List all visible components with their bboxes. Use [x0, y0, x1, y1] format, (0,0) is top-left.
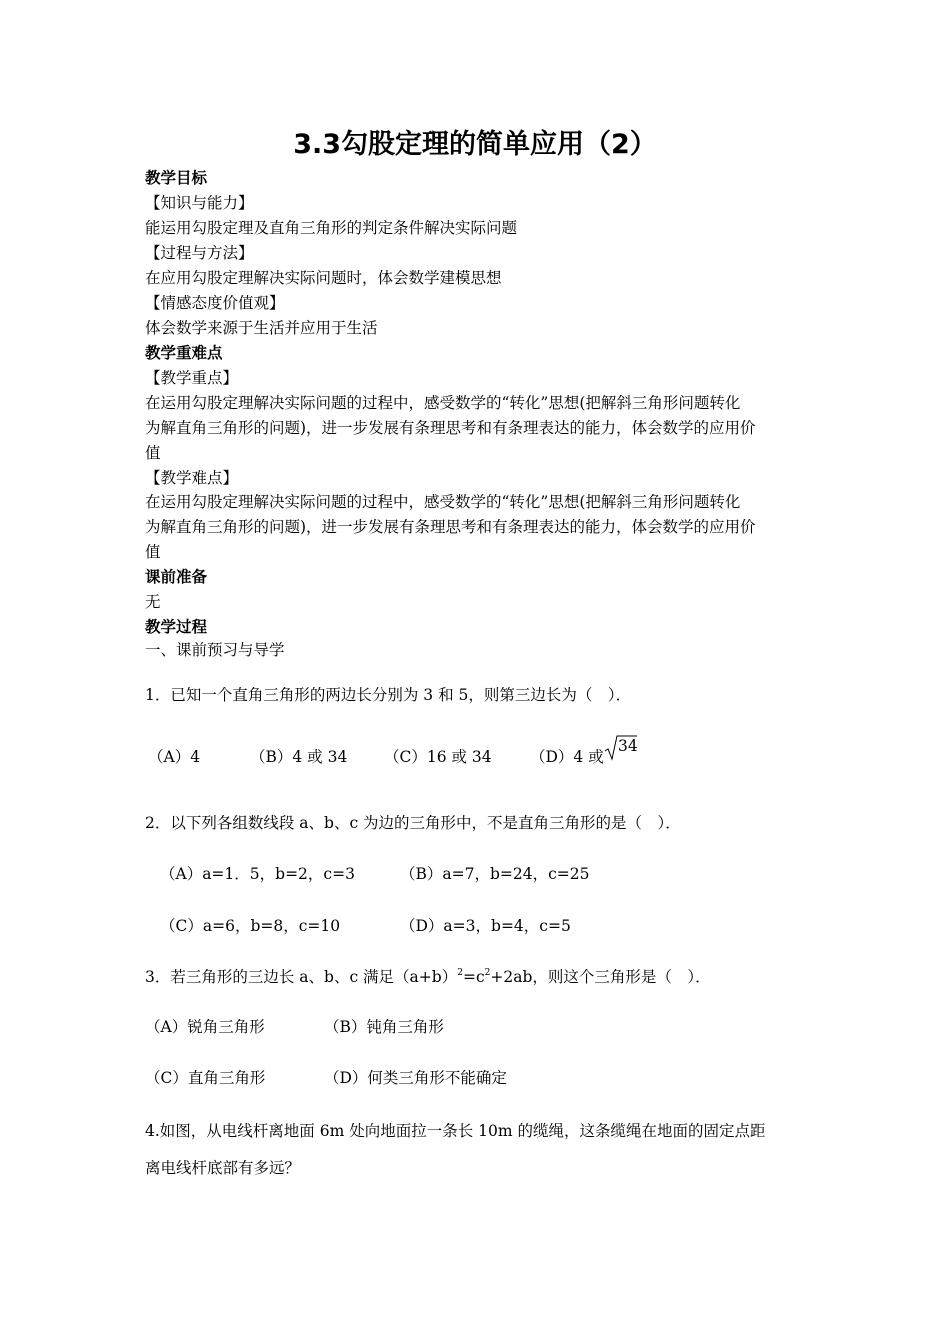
sqrt-symbol [604, 733, 638, 763]
knowledge-bracket: 【知识与能力】 [145, 194, 254, 212]
q3-option-c: （C）直角三角形 [145, 1069, 266, 1087]
keypoints-heading: 教学重难点 [145, 344, 223, 362]
difficult-text-line-1: 在运用勾股定理解决实际问题的过程中，感受数学的“转化”思想(把解斜三角形问题转化 [145, 493, 741, 511]
emotion-text: 体会数学来源于生活并应用于生活 [145, 319, 378, 337]
key-bracket: 【教学重点】 [145, 369, 239, 387]
page-title: 3.3勾股定理的简单应用（2） [293, 129, 657, 160]
key-text-line-3: 值 [145, 444, 161, 462]
q1-option-d: （D）4 或 [530, 748, 604, 766]
procedure-subheading: 一、课前预习与导学 [145, 641, 285, 659]
q2-option-a: （A）a=1．5，b=2，c=3 [160, 865, 355, 883]
knowledge-text: 能运用勾股定理及直角三角形的判定条件解决实际问题 [145, 219, 518, 237]
q1-option-a: （A）4 [148, 748, 201, 766]
q3-stem-part-3: +2ab，则这个三角形是（ ）． [490, 968, 711, 986]
q2-stem: 2．以下列各组数线段 a、b、c 为边的三角形中，不是直角三角形的是（ ）． [145, 814, 681, 832]
difficult-text-line-2: 为解直角三角形的问题)，进一步发展有条理思考和有条理表达的能力，体会数学的应用价 [145, 518, 756, 536]
prep-heading: 课前准备 [145, 568, 208, 586]
q1-option-b: （B）4 或 34 [250, 748, 348, 766]
difficult-bracket: 【教学难点】 [145, 469, 239, 487]
q3-stem-part-1: 3．若三角形的三边长 a、b、c 满足（a+b） [145, 968, 458, 986]
q3-stem-part-2: =c [462, 968, 485, 986]
sqrt-radicand: 34 [618, 737, 638, 755]
q2-option-b: （B）a=7，b=24，c=25 [400, 865, 590, 883]
q3-stem-exponent-2: 2 [484, 968, 491, 978]
q3-option-d: （D）何类三角形不能确定 [324, 1069, 507, 1087]
q4-line-2: 离电线杆底部有多远？ [145, 1159, 301, 1177]
key-text-line-2: 为解直角三角形的问题)，进一步发展有条理思考和有条理表达的能力，体会数学的应用价 [145, 419, 756, 437]
q1-option-c: （C）16 或 34 [384, 748, 492, 766]
q4-line-1: 4.如图，从电线杆离地面 6m 处向地面拉一条长 10m 的缆绳，这条缆绳在地面的固定点距 [145, 1122, 766, 1140]
q3-option-b: （B）钝角三角形 [324, 1018, 444, 1036]
q2-option-d: （D）a=3，b=4，c=5 [400, 917, 571, 935]
process-text: 在应用勾股定理解决实际问题时，体会数学建模思想 [145, 269, 502, 287]
key-text-line-1: 在运用勾股定理解决实际问题的过程中，感受数学的“转化”思想(把解斜三角形问题转化 [145, 394, 741, 412]
q1-stem: 1．已知一个直角三角形的两边长分别为 3 和 5，则第三边长为（ ）． [145, 686, 632, 704]
prep-text: 无 [145, 593, 161, 611]
objectives-heading: 教学目标 [145, 169, 208, 187]
q3-option-a: （A）锐角三角形 [145, 1018, 265, 1036]
q3-stem [145, 967, 711, 987]
emotion-bracket: 【情感态度价值观】 [145, 294, 285, 312]
q2-option-c: （C）a=6，b=8，c=10 [160, 917, 341, 935]
procedure-heading: 教学过程 [145, 618, 208, 636]
q3-stem-exponent-1: 2 [457, 968, 463, 978]
process-bracket: 【过程与方法】 [145, 244, 254, 262]
difficult-text-line-3: 值 [145, 543, 161, 561]
